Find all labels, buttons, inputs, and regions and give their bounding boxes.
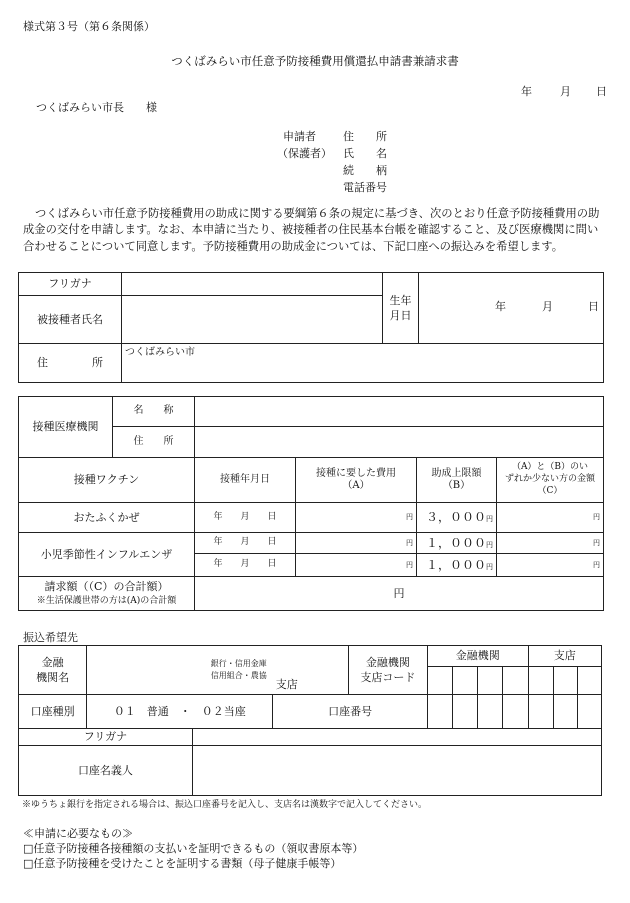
limit-1-value: ３，０００ <box>425 510 486 524</box>
institution-address-label: 住 所 <box>113 427 195 458</box>
account-type-label: 口座種別 <box>19 695 87 729</box>
birth-month: 月 <box>542 300 553 313</box>
applicant-phone-label: 電話番号 <box>343 181 387 194</box>
cost-field-1[interactable]: 円 <box>296 503 417 533</box>
bank-table <box>18 645 602 796</box>
holder-furigana-text: フリガナ <box>83 730 128 744</box>
header-cost <box>296 458 417 503</box>
total-label <box>19 577 195 611</box>
branch-code-label: 金融機関 支店コード <box>348 646 427 695</box>
institution-address-field[interactable] <box>195 427 604 458</box>
holder-name-field[interactable] <box>192 746 601 796</box>
branch-code-header: 支店 <box>528 646 601 667</box>
branch-field[interactable] <box>273 646 348 695</box>
date-year: 年 <box>521 85 532 98</box>
page-title: つくばみらい市任意予防接種費用償還払申請書兼請求書 <box>171 54 459 68</box>
birth-date-field[interactable] <box>419 273 604 344</box>
header-lesser-line1: （A）と（B）のい <box>511 462 589 473</box>
applicant-relation-label: 続 柄 <box>343 164 387 177</box>
holder-furigana-field[interactable] <box>192 729 601 746</box>
header-limit-sub: （B） <box>442 480 471 491</box>
bank-code-header: 金融機関 <box>428 646 529 667</box>
birth-year: 年 <box>495 300 506 313</box>
bank-note: ※ゆうちょ銀行を指定される場合は、振込口座番号を記入し、支店名は漢数字で記入してください。 <box>22 800 428 810</box>
form-number: 様式第３号（第６条関係） <box>23 20 155 33</box>
date-day: 日 <box>596 85 607 98</box>
header-limit-label: 助成上限額 <box>431 467 482 479</box>
bank-code-digit-3[interactable] <box>478 667 503 695</box>
lesser-field-1[interactable]: 円 <box>497 503 604 533</box>
applicant-label: 申請者 <box>283 130 316 143</box>
branch-suffix: 支店 <box>275 678 298 692</box>
requirement-item-2: □任意予防接種を受けたことを証明する書類（母子健康手帳等） <box>23 857 342 870</box>
account-digit-1[interactable] <box>428 695 453 729</box>
lesser-field-2[interactable]: 円 <box>497 533 604 554</box>
header-cost-label: 接種に要した費用 <box>316 467 396 479</box>
furigana-label: フリガナ <box>19 273 122 296</box>
header-cost-sub: （A） <box>342 480 370 491</box>
addressee: つくばみらい市長 様 <box>36 101 157 114</box>
birth-label: 生年 月日 <box>383 273 419 344</box>
requirements-title: ≪申請に必要なもの≫ <box>23 827 133 840</box>
holder-name-label: 口座名義人 <box>19 746 193 796</box>
bank-section-title: 振込希望先 <box>23 631 78 644</box>
total-label-note: ※生活保護世帯の方は(A)の合計額 <box>36 595 177 606</box>
date-field-2[interactable]: 年 月 日 <box>195 533 296 554</box>
limit-2-value: １，０００ <box>425 535 486 550</box>
cost-field-3[interactable]: 円 <box>296 554 417 577</box>
header-limit <box>417 458 497 503</box>
header-vaccine: 接種ワクチン <box>19 458 195 503</box>
header-lesser-sub: （C） <box>537 485 563 496</box>
branch-code-digit-3[interactable] <box>577 667 601 695</box>
furigana-field[interactable] <box>122 273 383 296</box>
account-digit-7[interactable] <box>577 695 601 729</box>
recipient-table <box>18 272 604 383</box>
account-number-label: 口座番号 <box>273 695 428 729</box>
header-lesser-line2: ずれか少ない方の金額 <box>504 474 595 485</box>
account-digit-6[interactable] <box>553 695 577 729</box>
date-field-3[interactable]: 年 月 日 <box>195 554 296 577</box>
vaccine-otafuku: おたふくかぜ <box>19 503 195 533</box>
applicant-sub-label: （保護者） <box>277 147 332 160</box>
holder-furigana-label <box>19 729 193 746</box>
total-field[interactable]: 円 <box>195 577 604 611</box>
birth-day: 日 <box>588 300 599 313</box>
account-digit-2[interactable] <box>453 695 478 729</box>
institution-label: 接種医療機関 <box>19 397 113 458</box>
vaccine-influenza: 小児季節性インフルエンザ <box>19 533 195 577</box>
clinic-table <box>18 396 604 611</box>
account-digit-4[interactable] <box>503 695 528 729</box>
limit-2 <box>417 533 497 554</box>
header-lesser <box>497 458 604 503</box>
institution-name-label: 名 称 <box>113 397 195 427</box>
total-label-main: 請求額（（C）の合計額） <box>44 580 169 593</box>
branch-code-digit-2[interactable] <box>553 667 577 695</box>
recipient-name-label: 被接種者氏名 <box>19 296 122 344</box>
recipient-address-field[interactable]: つくばみらい市 <box>122 344 604 383</box>
recipient-address-label: 住 所 <box>19 344 122 383</box>
purpose-text: つくばみらい市任意予防接種費用の助成に関する要綱第６条の規定に基づき、次のとおり任意予防接種費用の助成金の交付を申請します。なお、本申請に当たり、被接種者の住民基本台帳を確認すること、及び医療機関に問い合わせることについて同意します。予防接種費用の助成金については、下記口座への振込みを希望します。 <box>23 207 600 253</box>
limit-1-unit: 円 <box>486 515 493 523</box>
limit-3-unit: 円 <box>486 562 493 571</box>
institution-name-field[interactable] <box>195 397 604 427</box>
recipient-name-field[interactable] <box>122 296 383 344</box>
branch-code-digit-1[interactable] <box>528 667 553 695</box>
applicant-name-label: 氏 名 <box>343 147 387 160</box>
bank-name-field[interactable]: 銀行・信用金庫 信用組合・農協 <box>87 646 273 695</box>
cost-field-2[interactable]: 円 <box>296 533 417 554</box>
limit-1 <box>417 503 497 533</box>
account-digit-5[interactable] <box>528 695 553 729</box>
applicant-address-label: 住 所 <box>343 130 387 143</box>
bank-code-digit-4[interactable] <box>503 667 528 695</box>
bank-code-digit-1[interactable] <box>428 667 453 695</box>
header-date: 接種年月日 <box>195 458 296 503</box>
bank-name-label: 金融 機関名 <box>19 646 87 695</box>
lesser-field-3[interactable]: 円 <box>497 554 604 577</box>
requirement-item-1: □任意予防接種各接種額の支払いを証明できるもの（領収書原本等） <box>23 842 364 855</box>
limit-3 <box>417 554 497 577</box>
account-digit-3[interactable] <box>478 695 503 729</box>
account-type-options[interactable]: ０１ 普通 ・ ０２当座 <box>87 695 273 729</box>
date-month: 月 <box>560 85 571 98</box>
date-field-1[interactable]: 年 月 日 <box>195 503 296 533</box>
limit-3-value: １，０００ <box>425 557 486 572</box>
limit-2-unit: 円 <box>486 540 493 549</box>
bank-code-digit-2[interactable] <box>453 667 478 695</box>
